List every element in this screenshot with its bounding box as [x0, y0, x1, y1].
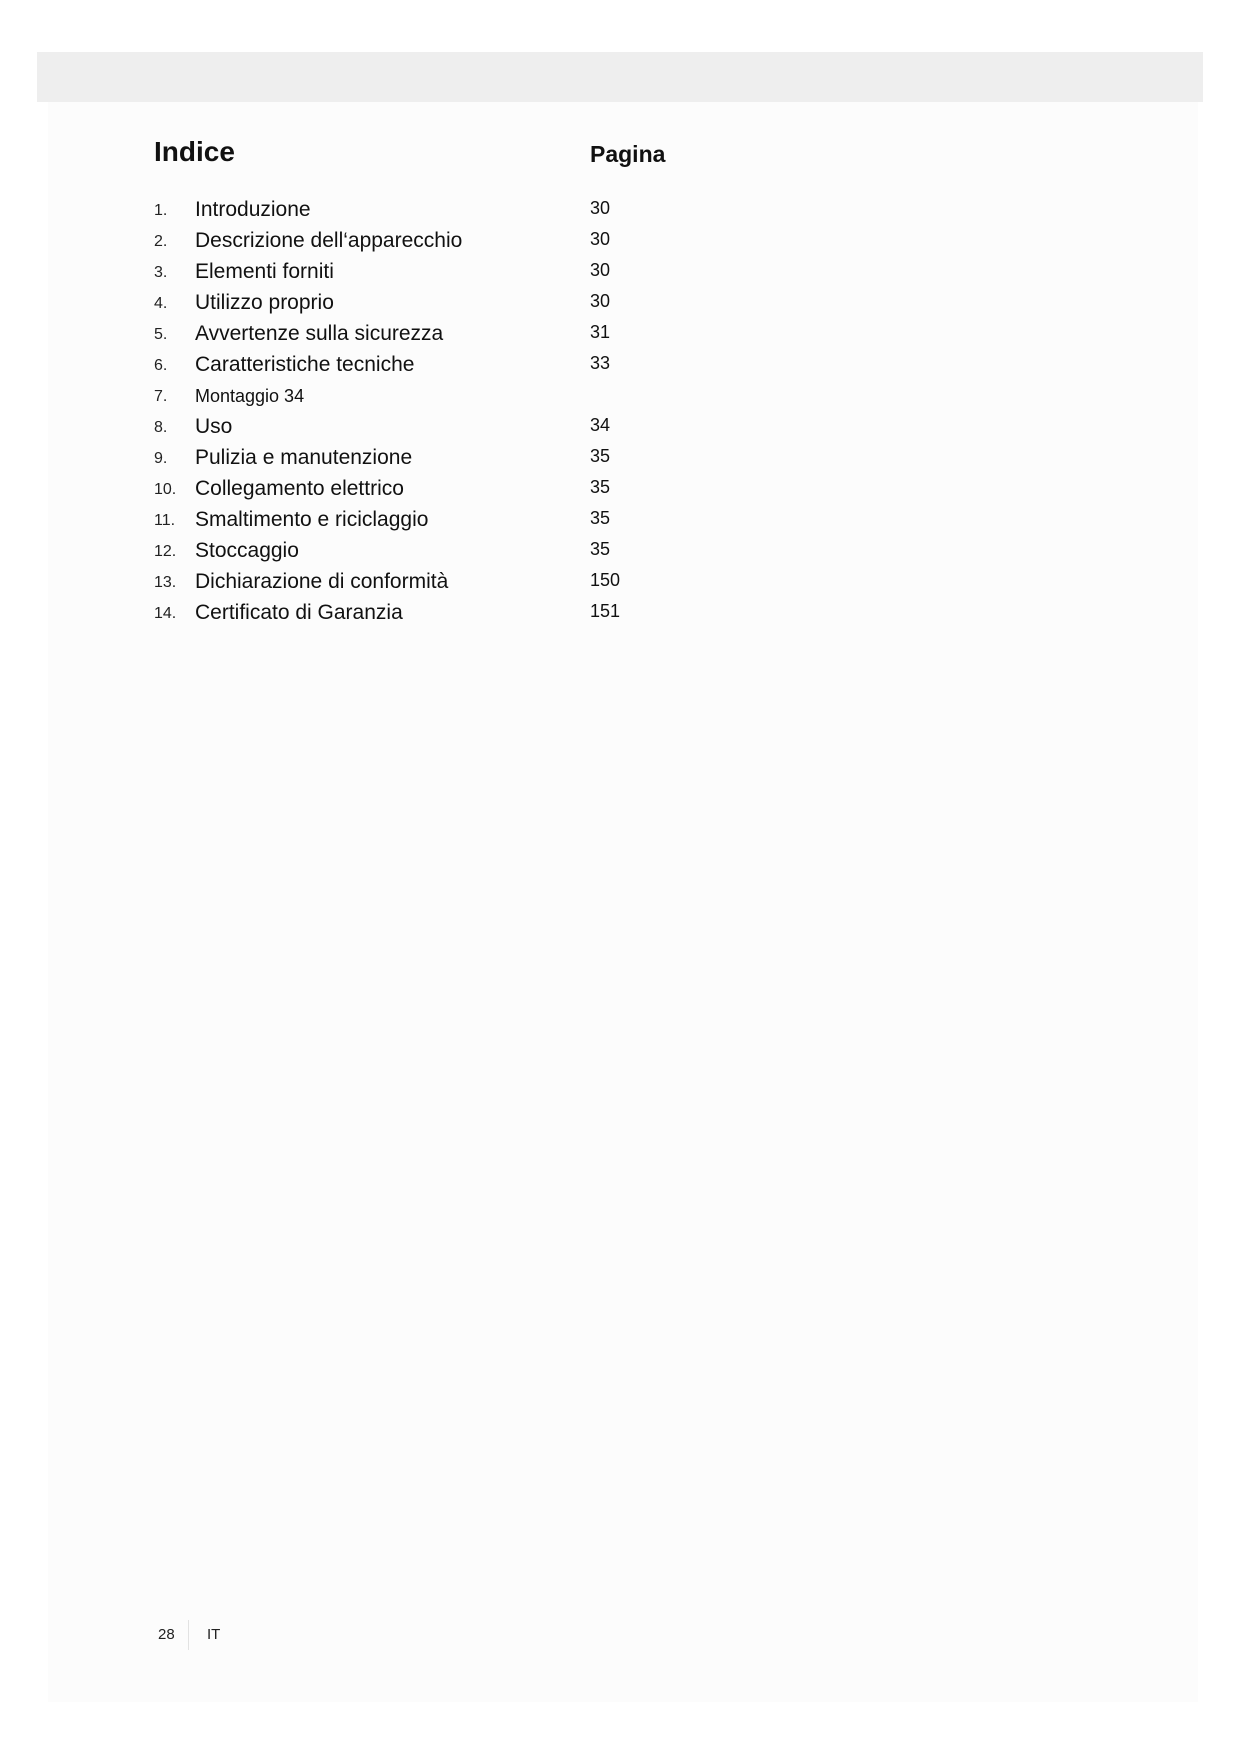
toc-entry-number: 2.	[154, 233, 168, 250]
toc-entry-number: 13.	[154, 574, 177, 591]
toc-entry-page: 35	[590, 477, 611, 497]
page-column-title: Pagina	[590, 141, 666, 167]
top-band	[37, 52, 1203, 102]
toc-entry-9[interactable]	[154, 446, 714, 477]
toc-entry-label: Pulizia e manutenzione	[195, 446, 413, 469]
toc-entry-page: 30	[590, 229, 611, 249]
toc-entry-7[interactable]	[154, 384, 714, 415]
toc-entry-number: 6.	[154, 357, 168, 374]
toc-entry-3[interactable]	[154, 260, 714, 291]
toc-entry-number: 3.	[154, 264, 168, 281]
toc-entry-page: 30	[590, 291, 611, 311]
toc-entry-page: 35	[590, 446, 611, 466]
toc-entry-page: 30	[590, 198, 611, 218]
toc-entry-label: Uso	[195, 415, 233, 438]
toc-entry-label: Dichiarazione di conformità	[195, 570, 449, 593]
toc-entry-2[interactable]	[154, 229, 714, 260]
toc-entry-11[interactable]	[154, 508, 714, 539]
toc-entry-label: Stoccaggio	[195, 539, 299, 562]
toc-entry-page: 31	[590, 322, 611, 342]
toc-entry-page: 30	[590, 260, 611, 280]
toc-entry-label: Collegamento elettrico	[195, 477, 404, 500]
toc-entry-label: Descrizione dell‘apparecchio	[195, 229, 463, 252]
toc-entry-page: 35	[590, 539, 611, 559]
toc-entry-label: Montaggio 34	[195, 386, 305, 406]
footer-page-number: 28	[158, 1626, 175, 1643]
footer-divider	[188, 1620, 189, 1650]
toc-entry-number: 9.	[154, 450, 168, 467]
toc-entry-6[interactable]	[154, 353, 714, 384]
toc-entry-number: 14.	[154, 605, 177, 622]
toc-entry-label: Caratteristiche tecniche	[195, 353, 415, 376]
toc-entry-12[interactable]	[154, 539, 714, 570]
toc-entry-label: Smaltimento e riciclaggio	[195, 508, 429, 531]
toc-entry-label: Utilizzo proprio	[195, 291, 334, 314]
toc-entry-number: 10.	[154, 481, 177, 498]
toc-entry-page: 33	[590, 353, 611, 373]
toc-entry-label: Introduzione	[195, 198, 311, 221]
toc-entry-number: 8.	[154, 419, 168, 436]
toc-entry-page: 35	[590, 508, 611, 528]
toc-entry-1[interactable]	[154, 198, 714, 229]
toc-entry-number: 12.	[154, 543, 177, 560]
toc-entry-14[interactable]	[154, 601, 714, 632]
toc-entry-13[interactable]	[154, 570, 714, 601]
toc-entry-number: 4.	[154, 295, 168, 312]
toc-entry-page: 151	[590, 601, 621, 621]
toc-entry-label: Avvertenze sulla sicurezza	[195, 322, 444, 345]
page-title: Indice	[154, 136, 235, 167]
toc-entry-10[interactable]	[154, 477, 714, 508]
toc-entry-label: Elementi forniti	[195, 260, 334, 283]
toc-entry-5[interactable]	[154, 322, 714, 353]
toc-entry-label: Certificato di Garanzia	[195, 601, 403, 624]
toc-entry-page: 150	[590, 570, 621, 590]
toc-entry-number: 5.	[154, 326, 168, 343]
toc-entry-4[interactable]	[154, 291, 714, 322]
toc-entry-number: 7.	[154, 388, 168, 405]
toc-entry-number: 1.	[154, 202, 168, 219]
footer-language-code: IT	[207, 1626, 221, 1643]
toc-entry-8[interactable]	[154, 415, 714, 446]
toc-entry-page: 34	[590, 415, 611, 435]
toc-entry-number: 11.	[154, 512, 176, 529]
